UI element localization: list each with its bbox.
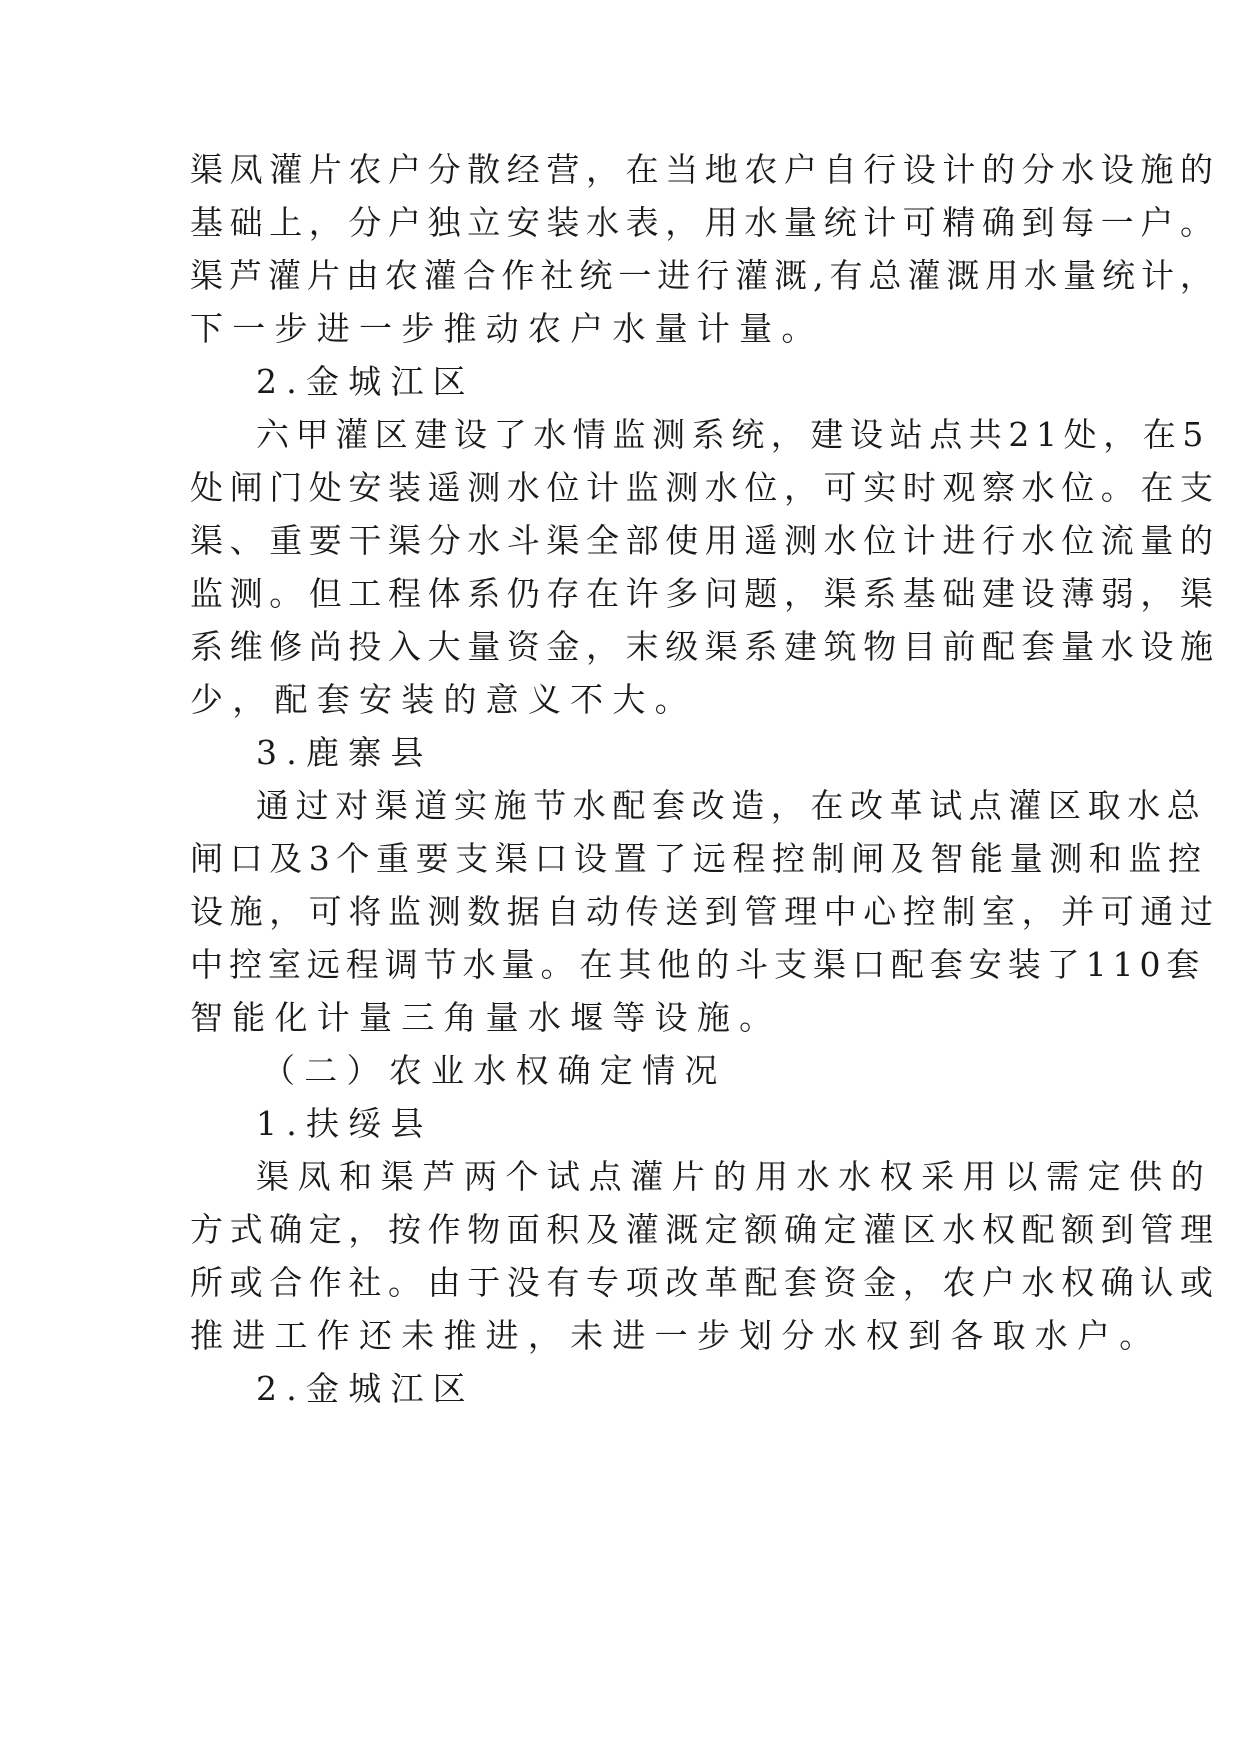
paragraph-line: 设施，可将监测数据自动传送到管理中心控制室，并可通过 [190, 892, 1220, 931]
paragraph-line: 下一步进一步推动农户水量计量。 [190, 309, 824, 348]
paragraph-line: 渠、重要干渠分水斗渠全部使用遥测水位计进行水位流量的 [190, 521, 1220, 560]
paragraph-line: 基础上，分户独立安装水表，用水量统计可精确到每一户。 [190, 203, 1220, 242]
paragraph-line: 少，配套安装的意义不大。 [190, 680, 697, 719]
paragraph-line: 推进工作还未推进，未进一步划分水权到各取水户。 [190, 1316, 1162, 1355]
paragraph-line: 渠凤灌片农户分散经营，在当地农户自行设计的分水设施的 [190, 150, 1220, 189]
paragraph-line: 智能化计量三角量水堰等设施。 [190, 998, 782, 1037]
paragraph-line: 方式确定，按作物面积及灌溉定额确定灌区水权配额到管理 [190, 1210, 1220, 1249]
section-heading: 3.鹿寨县 [256, 733, 433, 772]
paragraph-line: 渠芦灌片由农灌合作社统一进行灌溉,有总灌溉用水量统计， [190, 256, 1219, 295]
paragraph-line: 处闸门处安装遥测水位计监测水位，可实时观察水位。在支 [190, 468, 1220, 507]
paragraph-line: 所或合作社。由于没有专项改革配套资金，农户水权确认或 [190, 1263, 1220, 1302]
paragraph-line: 中控室远程调节水量。在其他的斗支渠口配套安装了110套 [190, 945, 1206, 984]
paragraph-line: 通过对渠道实施节水配套改造，在改革试点灌区取水总 [256, 786, 1207, 825]
paragraph-line: 渠凤和渠芦两个试点灌片的用水水权采用以需定供的 [256, 1157, 1213, 1196]
paragraph-line: 闸口及3个重要支渠口设置了远程控制闸及智能量测和监控 [190, 839, 1208, 878]
paragraph-line: 监测。但工程体系仍存在许多问题，渠系基础建设薄弱，渠 [190, 574, 1220, 613]
section-heading: 2.金城江区 [256, 1369, 475, 1408]
paragraph-line: 系维修尚投入大量资金，末级渠系建筑物目前配套量水设施 [190, 627, 1220, 666]
section-heading: 1.扶绥县 [256, 1104, 433, 1143]
section-heading: 2.金城江区 [256, 362, 475, 401]
paragraph-line: 六甲灌区建设了水情监测系统，建设站点共21处，在5 [256, 415, 1210, 454]
section-title: （二）农业水权确定情况 [262, 1051, 727, 1090]
